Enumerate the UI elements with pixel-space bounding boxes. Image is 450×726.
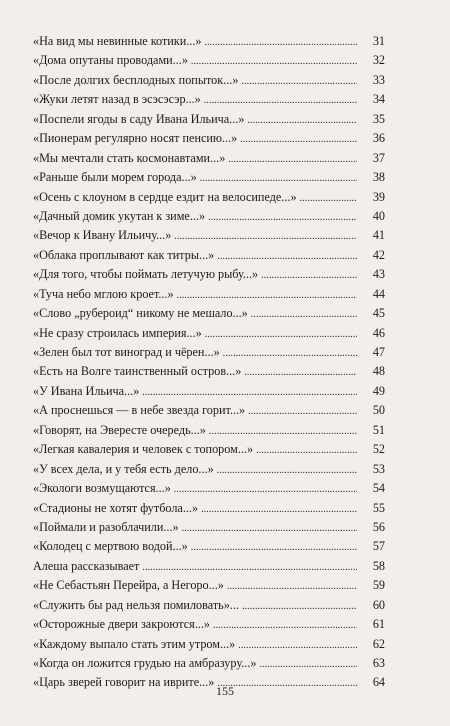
- dot-leader: [174, 227, 357, 246]
- toc-entry-title: «Есть на Волге таинственный остров...»: [33, 364, 242, 379]
- toc-entry-page: 52: [372, 442, 385, 457]
- toc-entry-page: 48: [372, 364, 385, 379]
- toc-entry-page: 32: [372, 53, 385, 68]
- dot-leader: [251, 305, 357, 324]
- toc-entry: [33, 362, 385, 381]
- toc-entry-page: 43: [372, 267, 385, 282]
- toc-entry-title: «Дачный домик укутан к зиме...»: [33, 208, 206, 223]
- toc-entry: [33, 343, 385, 362]
- toc-entry-page: 41: [372, 228, 385, 243]
- toc-entry: [33, 499, 385, 518]
- toc-entry-title: «Колодец с мертвою водой...»: [33, 539, 188, 554]
- dot-leader: [177, 286, 357, 305]
- toc-entry: [33, 382, 385, 401]
- toc-entry: [33, 226, 385, 245]
- toc-entry-page: 47: [372, 345, 385, 359]
- toc-entry-page: 46: [372, 325, 385, 340]
- toc-entry-title: «Не Себастьян Перейра, а Негоро...»: [33, 578, 224, 593]
- toc-entry: [33, 168, 385, 187]
- toc-entry-title: «Осень с клоуном в сердце ездит на велосипеде...»: [33, 189, 297, 204]
- dot-leader: [244, 363, 357, 382]
- toc-entry: [33, 615, 385, 634]
- toc-entry-title: «Для того, чтобы поймать летучую рыбу...»: [33, 267, 259, 282]
- toc-entry-page: 60: [372, 597, 385, 612]
- dot-leader: [182, 519, 357, 538]
- dot-leader: [261, 266, 357, 285]
- toc-entry-title: «Поймали и разоблачили...»: [33, 519, 179, 534]
- toc-entry: [33, 479, 385, 498]
- toc-entry-title: «Легкая кавалерия и человек с топором...»: [33, 442, 254, 457]
- toc-entry-title: «Экологи возмущаются...»: [33, 481, 171, 496]
- toc-entry-page: 63: [372, 656, 385, 670]
- toc-entry-title: «Осторожные двери закроются...»: [33, 617, 210, 632]
- toc-entry-title: «Туча небо мглою кроет...»: [33, 286, 174, 301]
- toc-entry: [33, 90, 385, 109]
- page-number: 155: [216, 684, 234, 698]
- toc-entry-title: «Говорят, на Эвересте очередь...»: [33, 422, 206, 437]
- toc-entry-title: «У Ивана Ильича...»: [33, 383, 140, 398]
- dot-leader: [217, 461, 357, 480]
- toc-entry-title: «У всех дела, и у тебя есть дело...»: [33, 461, 214, 476]
- toc-entry-page: 61: [372, 617, 385, 632]
- dot-leader: [205, 325, 357, 344]
- toc-entry-page: 55: [372, 500, 385, 515]
- toc-entry: [33, 401, 385, 420]
- toc-entry: [33, 537, 385, 556]
- toc-entry-title: «Облака проплывают как титры...»: [33, 247, 215, 262]
- dot-leader: [247, 111, 357, 130]
- toc-entry: [33, 421, 385, 440]
- toc-entry-title: «Когда он ложится грудью на амбразуру...»: [33, 656, 257, 670]
- toc-entry-title: «А проснешься — в небе звезда горит...»: [33, 403, 246, 418]
- toc-entry-page: 45: [372, 306, 385, 321]
- toc-entry-title: «Каждому выпало стать этим утром...»: [33, 636, 236, 651]
- toc-entry: [33, 32, 385, 51]
- toc-entry: [33, 460, 385, 479]
- dot-leader: [240, 130, 357, 149]
- dot-leader: [200, 169, 357, 188]
- dot-leader: [174, 480, 357, 499]
- toc-entry-page: 33: [372, 72, 385, 87]
- toc-entry: [33, 246, 385, 265]
- dot-leader: [208, 208, 357, 227]
- toc-entry-page: 56: [372, 519, 385, 534]
- toc-entry-title: «Служить бы рад нельзя помиловать»...: [33, 597, 239, 612]
- dot-leader: [248, 402, 357, 421]
- toc-entry-title: «Пионерам регулярно носят пенсию...»: [33, 131, 238, 146]
- dot-leader: [213, 616, 357, 635]
- dot-leader: [142, 558, 357, 577]
- toc-entry-title: «Мы мечтали стать космонавтами...»: [33, 150, 226, 165]
- toc-entry-title: «На вид мы невинные котики...»: [33, 34, 202, 48]
- toc-entry-title: «После долгих бесплодных попыток...»: [33, 72, 239, 87]
- dot-leader: [242, 597, 357, 616]
- toc-entry: [33, 557, 385, 576]
- dot-leader: [228, 150, 357, 169]
- toc-entry-page: 39: [372, 189, 385, 204]
- dot-leader: [238, 636, 357, 655]
- toc-entry: [33, 304, 385, 323]
- toc-entry-page: 59: [372, 578, 385, 593]
- toc-entry: [33, 324, 385, 343]
- toc-entry: [33, 129, 385, 148]
- toc-entry: [33, 149, 385, 168]
- toc-entry-title: «Стадионы не хотят футбола...»: [33, 500, 199, 515]
- toc-entry: [33, 440, 385, 459]
- dot-leader: [217, 247, 357, 266]
- dot-leader: [241, 72, 357, 91]
- toc-entry-page: 44: [372, 286, 385, 301]
- dot-leader: [191, 52, 357, 71]
- dot-leader: [259, 655, 357, 674]
- toc-entry: [33, 51, 385, 70]
- toc-entry-page: 31: [372, 34, 385, 48]
- dot-leader: [201, 500, 357, 519]
- toc-entry-page: 38: [372, 170, 385, 185]
- toc-entry-title: «Раньше были морем города...»: [33, 170, 197, 185]
- toc-entry: [33, 596, 385, 615]
- dot-leader: [256, 441, 357, 460]
- toc-entry-title: «Вечор к Ивану Ильичу...»: [33, 228, 172, 243]
- toc-entry: [33, 654, 385, 673]
- toc-entry: [33, 518, 385, 537]
- dot-leader: [142, 383, 357, 402]
- toc-entry-page: 51: [372, 422, 385, 437]
- toc-entry-page: 49: [372, 383, 385, 398]
- toc-entry-title: «Зелен был тот виноград и чёрен...»: [33, 345, 220, 359]
- dot-leader: [223, 344, 357, 363]
- toc-entry-page: 36: [372, 131, 385, 146]
- toc-entry: [33, 207, 385, 226]
- dot-leader: [300, 189, 357, 208]
- toc-entry: [33, 285, 385, 304]
- dot-leader: [204, 91, 357, 110]
- toc-entry-title: «Поспели ягоды в саду Ивана Ильича...»: [33, 111, 245, 126]
- dot-leader: [204, 33, 357, 52]
- toc-entry-title: Алеша рассказывает: [33, 558, 140, 573]
- toc-entry-page: 57: [372, 539, 385, 554]
- dot-leader: [209, 422, 357, 441]
- dot-leader: [227, 577, 357, 596]
- toc-entry: [33, 265, 385, 284]
- toc-entry: [33, 576, 385, 595]
- toc-entry: [33, 188, 385, 207]
- toc-entry-title: «Жуки летят назад в эсэсэсэр...»: [33, 92, 201, 107]
- toc-entry-page: 50: [372, 403, 385, 418]
- toc-entry-page: 58: [372, 558, 385, 573]
- toc-entry-page: 37: [372, 150, 385, 165]
- toc-entry: [33, 71, 385, 90]
- toc-entry-page: 62: [372, 636, 385, 651]
- toc-entry: [33, 635, 385, 654]
- toc-entry-page: 35: [372, 111, 385, 126]
- toc-entry-title: «Дома опутаны проводами...»: [33, 53, 188, 68]
- toc-entry-page: 40: [372, 208, 385, 223]
- toc-entry-page: 54: [372, 481, 385, 496]
- toc-entry-title: «Не сразу строилась империя...»: [33, 325, 202, 340]
- toc-entry-page: 42: [372, 247, 385, 262]
- toc-entry-title: «Царь зверей говорит на иврите...»: [33, 675, 215, 690]
- toc-entry: [33, 110, 385, 129]
- toc-entry-page: 34: [372, 92, 385, 107]
- toc-entry-title: «Слово „рубероид“ никому не мешало...»: [33, 306, 248, 321]
- toc-entry-page: 64: [372, 675, 385, 690]
- toc-entry-page: 53: [372, 461, 385, 476]
- dot-leader: [191, 538, 357, 557]
- table-of-contents: [33, 32, 385, 693]
